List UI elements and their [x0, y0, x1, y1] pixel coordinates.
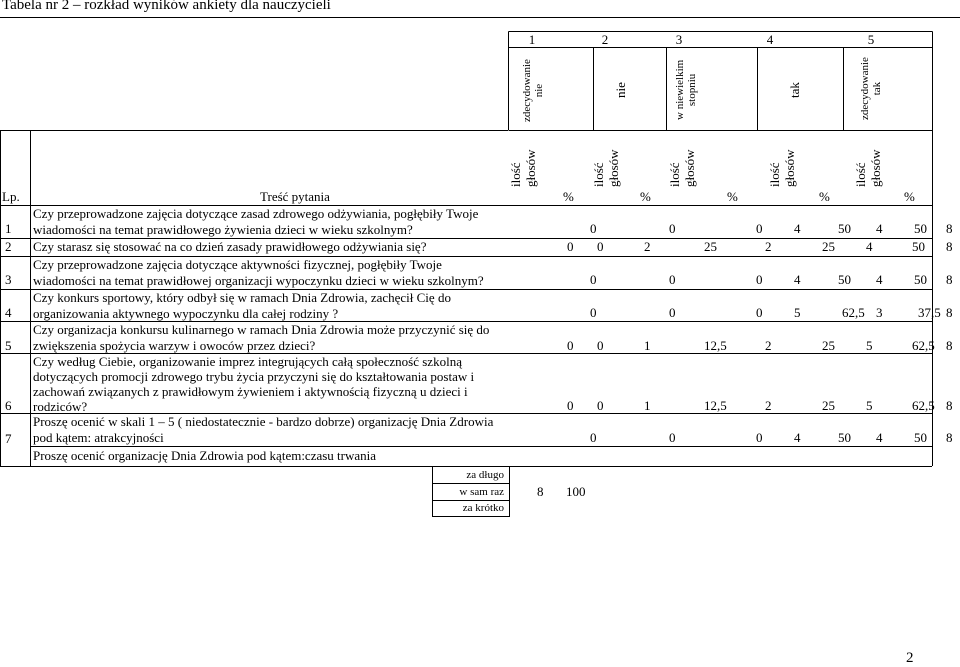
row-3-value: 8: [946, 272, 953, 287]
row-4-value: 0: [756, 305, 763, 320]
row-3-value: 0: [756, 272, 763, 287]
row-5-value: 5: [866, 338, 873, 353]
row-5-value: 12,5: [704, 338, 727, 353]
row-6-value: 8: [946, 398, 953, 413]
time-option-percent: 100: [566, 484, 586, 499]
row-7-lp: 7: [5, 431, 12, 446]
row-5-value: 0: [567, 338, 574, 353]
time-option-label: w sam raz: [459, 486, 504, 498]
row-6-value: 12,5: [704, 398, 727, 413]
row-1-value: 0: [756, 221, 763, 236]
row-4-question: Czy konkurs sportowy, który odbył się w ramach Dnia Zdrowia, zachęcił Cię do organizowania aktywnego wypoczynku dla całej rodziny ?: [33, 290, 451, 321]
row-4-value: 62,5: [842, 305, 865, 320]
row-2-value: 0: [567, 239, 574, 254]
row-5-value: 25: [822, 338, 835, 353]
count-header-3: ilość głosów: [667, 149, 697, 187]
row-1-value: 50: [914, 221, 927, 236]
row-7-value: 4: [876, 430, 883, 445]
row-3-value: 50: [914, 272, 927, 287]
row-1-value: 50: [838, 221, 851, 236]
row-5-lp: 5: [5, 338, 12, 353]
row-3-value: 50: [838, 272, 851, 287]
count-header-1: ilość głosów: [508, 149, 538, 187]
row-3-lp: 3: [5, 272, 12, 287]
scale-number-1: 1: [528, 32, 536, 47]
row-7-question: Proszę ocenić w skali 1 – 5 ( niedostatecznie - bardzo dobrze) organizację Dnia Zdrowia pod kątem: atrakcyjności: [33, 414, 494, 445]
row-4-lp: 4: [5, 305, 12, 320]
row-7-value: 0: [669, 430, 676, 445]
row-3-value: 4: [794, 272, 801, 287]
scale-number-2: 2: [601, 32, 609, 47]
row-7-value: 50: [838, 430, 851, 445]
scale-label-2: nie: [613, 82, 628, 98]
row-2-value: 8: [946, 239, 953, 254]
row-6-value: 25: [822, 398, 835, 413]
page-number: 2: [906, 650, 914, 666]
row-3-value: 0: [590, 272, 597, 287]
row-2-lp: 2: [5, 239, 12, 254]
row-5-value: 8: [946, 338, 953, 353]
scale-number-5: 5: [867, 32, 875, 47]
row-5-value: 0: [597, 338, 604, 353]
scale-number-3: 3: [675, 32, 683, 47]
scale-label-4: tak: [787, 82, 802, 98]
row-6-value: 62,5: [912, 398, 935, 413]
row-7-value: 50: [914, 430, 927, 445]
row-1-value: 0: [669, 221, 676, 236]
count-header-4: ilość głosów: [767, 149, 797, 187]
row-1-lp: 1: [5, 221, 12, 236]
row-3-value: 0: [669, 272, 676, 287]
count-header-5: ilość głosów: [853, 149, 883, 187]
percent-header-3: %: [727, 189, 738, 204]
row-5-question: Czy organizacja konkursu kulinarnego w ramach Dnia Zdrowia może przyczynić się do zwiększenia spożycia warzyw i owoców przez dzieci?: [33, 322, 490, 353]
time-question: Proszę ocenić organizację Dnia Zdrowia pod kątem:czasu trwania: [33, 448, 377, 463]
time-option-label: za długo: [466, 469, 504, 481]
scale-label-1: zdecydowanie nie: [521, 59, 545, 122]
row-7-value: 4: [794, 430, 801, 445]
row-1-value: 4: [794, 221, 801, 236]
header-lp: Lp.: [2, 189, 20, 204]
row-3-question: Czy przeprowadzone zajęcia dotyczące aktywności fizycznej, pogłębiły Twoje wiadomości na temat prawidłowej organizacji wypoczynku dzieci w wieku szkolnym?: [33, 257, 484, 288]
row-1-value: 8: [946, 221, 953, 236]
row-7-value: 8: [946, 430, 953, 445]
row-4-value: 37,5: [918, 305, 941, 320]
row-5-value: 1: [644, 338, 651, 353]
row-6-value: 1: [644, 398, 651, 413]
table-title: Tabela nr 2 – rozkład wyników ankiety dla nauczycieli: [2, 0, 331, 13]
row-5-value: 62,5: [912, 338, 935, 353]
row-2-value: 4: [866, 239, 873, 254]
row-6-value: 5: [866, 398, 873, 413]
row-6-value: 0: [567, 398, 574, 413]
percent-header-2: %: [640, 189, 651, 204]
row-1-question: Czy przeprowadzone zajęcia dotyczące zasad zdrowego odżywiania, pogłębiły Twoje wiadomości na temat prawidłowego żywienia dzieci w wieku szkolnym?: [33, 206, 479, 237]
row-2-value: 50: [912, 239, 925, 254]
row-6-lp: 6: [5, 398, 12, 413]
count-header-2: ilość głosów: [591, 149, 621, 187]
row-2-value: 2: [644, 239, 651, 254]
percent-header-5: %: [904, 189, 915, 204]
row-3-value: 4: [876, 272, 883, 287]
row-2-value: 25: [704, 239, 717, 254]
row-1-value: 0: [590, 221, 597, 236]
percent-header-4: %: [819, 189, 830, 204]
time-option-label: za krótko: [462, 502, 504, 514]
row-6-value: 2: [765, 398, 772, 413]
row-1-value: 4: [876, 221, 883, 236]
row-5-value: 2: [765, 338, 772, 353]
row-4-value: 3: [876, 305, 883, 320]
row-2-value: 0: [597, 239, 604, 254]
row-2-question: Czy starasz się stosować na co dzień zasady prawidłowego odżywiania się?: [33, 239, 427, 254]
row-4-value: 5: [794, 305, 801, 320]
row-2-value: 2: [765, 239, 772, 254]
row-6-value: 0: [597, 398, 604, 413]
row-6-question: Czy według Ciebie, organizowanie imprez integrujących całą społeczność szkolną dotyczących promocji zdrowego trybu życia przyczyni się do kształtowania postaw i zachowań związanych z prawidłowym żywieniem i aktywnością fizyczną u dzieci i rodziców?: [33, 354, 475, 414]
row-4-value: 0: [590, 305, 597, 320]
row-4-value: 0: [669, 305, 676, 320]
scale-number-4: 4: [766, 32, 774, 47]
scale-label-5: zdecydowanie tak: [859, 57, 883, 120]
time-option-count: 8: [537, 484, 544, 499]
percent-header-1: %: [563, 189, 574, 204]
row-7-value: 0: [590, 430, 597, 445]
row-2-value: 25: [822, 239, 835, 254]
header-question: Treść pytania: [260, 189, 330, 204]
row-7-value: 0: [756, 430, 763, 445]
row-4-value: 8: [946, 305, 953, 320]
scale-label-3: w niewielkim stopniu: [674, 59, 698, 120]
